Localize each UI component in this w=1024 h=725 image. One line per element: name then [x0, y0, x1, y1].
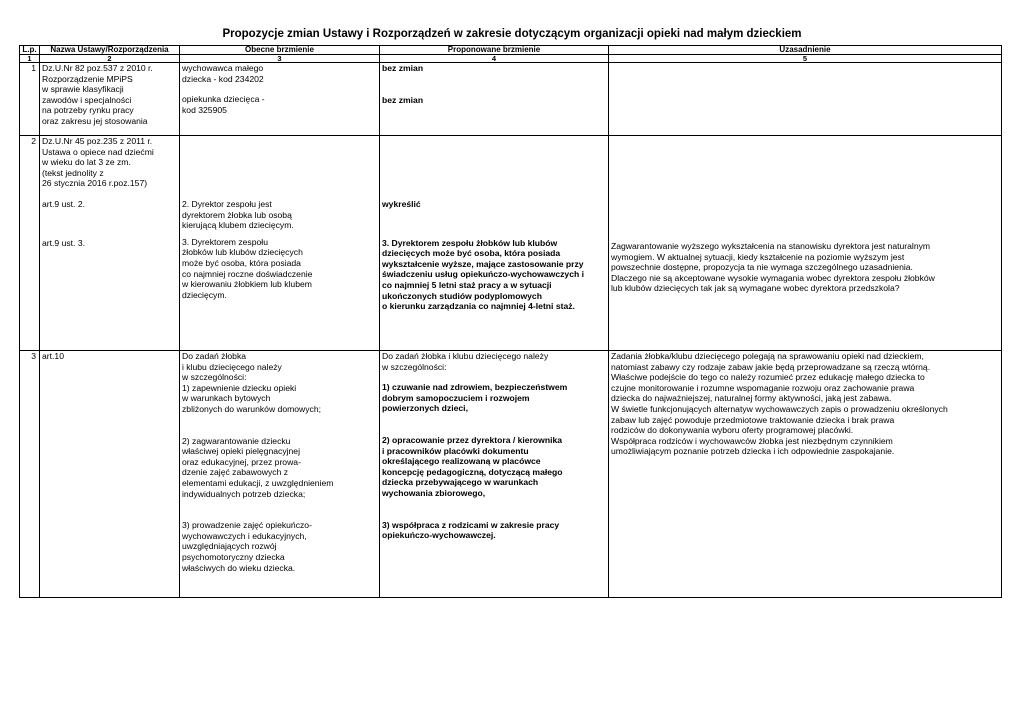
header-lp: L.p. [20, 46, 40, 55]
current-text: wychowawca małego dziecka - kod 234202 [182, 63, 264, 84]
justification-cell [609, 351, 1002, 598]
col-number: 5 [609, 55, 1002, 63]
col-number: 4 [380, 55, 609, 63]
row-number: 2 [20, 136, 40, 351]
justification-cell [609, 136, 1002, 351]
act-name: art.10 [40, 351, 180, 598]
act-name: Dz.U.Nr 82 poz.537 z 2010 r. Rozporządzenie MPiPS w sprawie klasyfikacji zawodów i specjalności na potrzeby rynku pracy oraz zakresu jej stosowania [40, 63, 180, 136]
page-title: Propozycje zmian Ustawy i Rozporządzeń w zakresie dotyczącym organizacji opieki nad małym dzieckiem [222, 28, 802, 40]
proposed-text: 2) opracowanie przez dyrektora / kierownika i pracowników placówki dokumentu określającego realizowaną w placówce koncepcję pedagogiczną, dotyczącą małego dziecka przebywającego w warunkach wychowania zbiorowego, [382, 434, 563, 498]
proposed-text: 1) czuwanie nad zdrowiem, bezpieczeństwem dobrym samopoczuciem i rozwojem powierzonych dzieci, [382, 382, 568, 414]
column-number-row [20, 55, 1002, 63]
current-text: 3. Dyrektorem zespołu żłobków lub klubów dziecięcych może być osoba, która posiada co najmniej roczne doświadczenie w kierowaniu żłobkiem lub klubem dziecięcym. [182, 236, 313, 300]
act-name-cell [40, 136, 180, 351]
row-number: 3 [20, 351, 40, 598]
article-ref: art.9 ust. 2. [42, 198, 85, 209]
proposed-text-cell [380, 136, 609, 351]
table-row [20, 136, 1002, 351]
header-name: Nazwa Ustawy/Rozporządzenia [40, 46, 180, 55]
col-number: 3 [180, 55, 380, 63]
proposed-text: 3. Dyrektorem zespołu żłobków lub klubów dziecięcych może być osoba, która posiada wykształcenie wyższe, mające zastosowanie przy świadczeniu usług opiekuńczo-wychowawczych i co najmniej 5 letni staż pracy a w sytuacji ukończonych studiów podyplomowych o kierunku zarządzania co najmniej 4-letni staż. [382, 237, 584, 312]
proposed-text: bez zmian [382, 94, 424, 105]
col-number: 1 [20, 55, 40, 63]
row-number: 1 [20, 63, 40, 136]
proposals-table [19, 45, 1002, 598]
table-row [20, 63, 1002, 136]
proposed-text-cell [380, 63, 609, 136]
current-text-cell [180, 63, 380, 136]
article-ref: art.9 ust. 3. [42, 237, 85, 248]
proposed-text: wykreślić [382, 199, 421, 209]
current-text: opiekunka dziecięca - kod 325905 [182, 94, 265, 115]
proposed-text: Do zadań żłobka i klubu dziecięcego należy w szczególności: [382, 351, 549, 372]
current-text: 2) zagwarantowanie dziecku właściwej opieki pielęgnacyjnej oraz edukacyjnej, przez prowa- dzenie zajęć zabawowych z elementami edukacji, z uwzględnieniem indywidualnych potrzeb dziecka; [182, 435, 334, 499]
header-proposed: Proponowane brzmienie [380, 46, 609, 55]
current-text-cell [180, 351, 380, 598]
table-row [20, 351, 1002, 598]
current-text-cell [180, 136, 380, 351]
header-row [20, 46, 1002, 55]
act-name: Dz.U.Nr 45 poz.235 z 2011 r. Ustawa o opiece nad dziećmi w wieku do lat 3 ze zm. (tekst jednolity z 26 stycznia 2016 r.poz.157) [42, 136, 154, 189]
justification-text: Zagwarantowanie wyższego wykształcenia na stanowisku dyrektora jest naturalnym wymogiem. W aktualnej sytuacji, kiedy kształcenie na poziomie wyższym jest powszechnie dostępne, propozycja ta nie wymaga szczególnego uzasadnienia. Dlaczego nie są akceptowane wysokie wymagania wobec dyrektora zespołu żłobków lub klubów dziecięcych tak jak są wymagane wobec dyrektora przedszkola? [611, 241, 935, 294]
proposed-text-cell [380, 351, 609, 598]
justification-text: Zadania żłobka/klubu dziecięcego polegają na sprawowaniu opieki nad dzieckiem, natomiast zabawy czy rodzaje zabaw jakie będą przeprowadzane są rzeczą wtórną. Właściwe podejście do tego co należy rozumieć przez edukację małego dziecka to czujne monitorowanie i rozumne wspomaganie rozwoju oraz zachowanie prawa dziecka do najważniejszej, naturalnej formy aktywności, jaką jest zabawa. W świetle funkcjonujących alternatyw wychowawczych zapis o prowadzeniu określonych zabaw lub zajęć powoduje przedmiotowe traktowanie dziecka i brak prawa rodziców do dokonywania wyboru oferty programowej placówki. Współpraca rodziców i wychowawców żłobka jest niezbędnym czynnikiem umożliwiającym poznanie potrzeb dziecka i ich odpowiednie zaspokajanie. [611, 351, 948, 457]
justification-cell [609, 63, 1002, 136]
current-text: 2. Dyrektor zespołu jest dyrektorem żłobka lub osobą kierującą klubem dziecięcym. [182, 199, 294, 231]
current-text: 3) prowadzenie zajęć opiekuńczo- wychowawczych i edukacyjnych, uwzględniających rozwój psychomotoryczny dziecka właściwych do wieku dziecka. [182, 520, 312, 573]
proposed-text: bez zmian [382, 63, 424, 73]
current-text: Do zadań żłobka i klubu dziecięcego należy w szczególności: 1) zapewnienie dziecku opieki w warunkach bytowych zbliżonych do warunków domowych; [182, 351, 321, 414]
header-justification: Uzasadnienie [609, 46, 1002, 55]
proposed-text: 3) współpraca z rodzicami w zakresie pracy opiekuńczo-wychowawczej. [382, 519, 560, 541]
col-number: 2 [40, 55, 180, 63]
header-current: Obecne brzmienie [180, 46, 380, 55]
